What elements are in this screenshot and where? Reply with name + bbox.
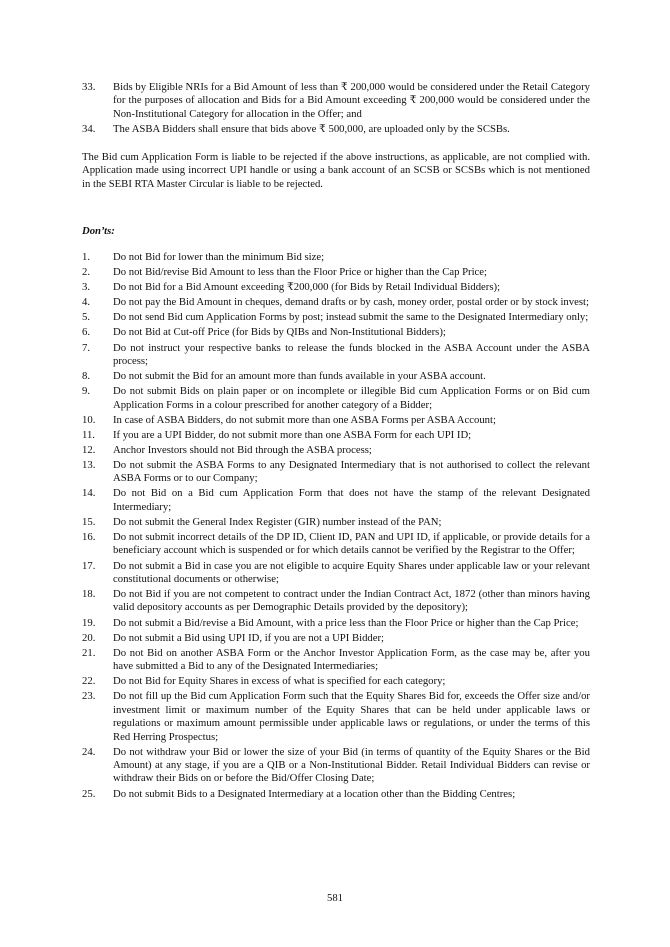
- item-text: Do not Bid/revise Bid Amount to less than the Floor Price or higher than the Cap Price;: [113, 266, 488, 279]
- list-item: [82, 266, 590, 279]
- item-text: Do not withdraw your Bid or lower the size of your Bid (in terms of quantity of the Equity Shares or the Bid Amount) at any stage, if you are a QIB or a Non-Institutional Bidder. Retail Individual Bidders can revise or withdraw their Bids on or before the Bid/Offer Closing Date;: [113, 745, 590, 785]
- item-number: 19.: [82, 616, 96, 629]
- list-item: [82, 414, 590, 427]
- item-number: 21.: [82, 646, 96, 659]
- list-item: [82, 311, 590, 324]
- item-text: Do not submit the Bid for an amount more than funds available in your ASBA account.: [113, 370, 486, 383]
- item-number: 20.: [82, 631, 96, 644]
- list-item: [82, 429, 590, 442]
- list-item: [82, 81, 590, 121]
- item-text: Do not pay the Bid Amount in cheques, demand drafts or by cash, money order, postal order or by stock invest;: [113, 296, 589, 309]
- list-item: [82, 385, 590, 412]
- item-text: Do not send Bid cum Application Forms by post; instead submit the same to the Designated Intermediary only;: [113, 311, 589, 324]
- list-item: [82, 487, 590, 514]
- item-number: 24.: [82, 745, 96, 758]
- list-item: [82, 444, 590, 457]
- item-text: Do not submit the ASBA Forms to any Designated Intermediary that is not authorised to collect the relevant ASBA Forms or to our Company;: [113, 458, 590, 485]
- item-text: If you are a UPI Bidder, do not submit more than one ASBA Form for each UPI ID;: [113, 428, 472, 441]
- item-text: The ASBA Bidders shall ensure that bids above ₹ 500,000, are uploaded only by the SCSBs.: [113, 122, 510, 135]
- item-number: 25.: [82, 787, 96, 800]
- item-number: 5.: [82, 311, 91, 324]
- item-text: Do not submit Bids to a Designated Intermediary at a location other than the Bidding Centres;: [113, 787, 516, 800]
- list-item: [82, 459, 590, 486]
- list-item: [82, 617, 590, 630]
- item-text: Do not Bid on a Bid cum Application Form that does not have the stamp of the relevant Designated Intermediary;: [113, 487, 590, 513]
- item-number: 17.: [82, 559, 96, 572]
- item-number: 33.: [82, 81, 96, 93]
- item-number: 15.: [82, 515, 96, 528]
- item-text: Do not Bid for Equity Shares in excess of what is specified for each category;: [113, 675, 446, 688]
- list-item: [82, 588, 590, 615]
- item-number: 22.: [82, 675, 96, 688]
- item-number: 1.: [82, 251, 91, 263]
- item-text: Do not Bid if you are not competent to contract under the Indian Contract Act, 1872 (other than minors having valid depository accounts as per Demographic Details provided by the depository);: [113, 588, 590, 614]
- list-item: [82, 632, 590, 645]
- list-item: [82, 342, 590, 369]
- list-item: [82, 531, 590, 558]
- item-text: Do not Bid for a Bid Amount exceeding ₹200,000 (for Bids by Retail Individual Bidders);: [113, 281, 501, 294]
- item-text: Do not instruct your respective banks to release the funds blocked in the ASBA Account under the ASBA process;: [113, 341, 590, 367]
- item-number: 7.: [82, 341, 91, 354]
- list-item: [82, 675, 590, 688]
- item-number: 23.: [82, 690, 96, 703]
- item-number: 34.: [82, 122, 96, 135]
- item-number: 4.: [82, 296, 91, 309]
- item-text: Do not submit Bids on plain paper or on incomplete or illegible Bid cum Application Forms or on Bid cum Application Forms in a colour prescribed for another category of a Bidder;: [113, 385, 590, 411]
- item-number: 18.: [82, 588, 96, 601]
- item-text: Do not Bid for lower than the minimum Bid size;: [113, 251, 325, 263]
- item-text: Do not submit a Bid using UPI ID, if you are not a UPI Bidder;: [113, 631, 385, 644]
- list-item: [82, 690, 590, 744]
- rejection-paragraph: The Bid cum Application Form is liable to be rejected if the above instructions, as applicable, are not complied with. Application made using incorrect UPI handle or using a bank account of an SCSB or SCSBs which is not mentioned in the SEBI RTA Master Circular is liable to be rejected.: [82, 151, 590, 190]
- instruction-list-continued: [82, 81, 590, 138]
- item-text: Do not Bid at Cut-off Price (for Bids by QIBs and Non-Institutional Bidders);: [113, 326, 446, 339]
- item-number: 12.: [82, 443, 96, 456]
- item-text: Do not Bid on another ASBA Form or the Anchor Investor Application Form, as the case may be, after you have submitted a Bid to any of the Designated Intermediaries;: [113, 646, 590, 673]
- item-text: Do not submit the General Index Register (GIR) number instead of the PAN;: [113, 515, 442, 528]
- item-number: 8.: [82, 370, 91, 383]
- item-text: Anchor Investors should not Bid through the ASBA process;: [113, 443, 372, 456]
- item-number: 10.: [82, 413, 96, 426]
- item-text: Do not fill up the Bid cum Application Form such that the Equity Shares Bid for, exceeds the Offer size and/or investment limit or maximum number of the Equity Shares that can be held under applicable laws or regulations or maximum amount permissible under applicable laws or regulations, or under the terms of this Red Herring Prospectus;: [113, 690, 590, 743]
- list-item: [82, 560, 590, 587]
- list-item: [82, 123, 590, 136]
- item-number: 16.: [82, 531, 96, 544]
- item-text: Do not submit incorrect details of the DP ID, Client ID, PAN and UPI ID, if applicable, or provide details for a beneficiary account which is suspended or for which details cannot be verified by the Registrar to the Offer;: [113, 531, 590, 557]
- list-item: [82, 281, 590, 294]
- item-number: 9.: [82, 385, 91, 398]
- item-text: Do not submit a Bid/revise a Bid Amount, with a price less than the Floor Price or higher than the Cap Price;: [113, 616, 579, 629]
- list-item: [82, 516, 590, 529]
- list-item: [82, 370, 590, 383]
- item-text: In case of ASBA Bidders, do not submit more than one ASBA Forms per ASBA Account;: [113, 413, 496, 426]
- list-item: [82, 647, 590, 674]
- list-item: [82, 746, 590, 786]
- item-number: 2.: [82, 266, 91, 279]
- page-number: 581: [326, 892, 344, 904]
- list-item: [82, 296, 590, 309]
- item-number: 3.: [82, 281, 91, 294]
- item-text: Do not submit a Bid in case you are not eligible to acquire Equity Shares under applicable law or your relevant constitutional documents or otherwise;: [113, 559, 590, 585]
- item-number: 14.: [82, 487, 96, 500]
- list-item: [82, 251, 590, 264]
- item-number: 6.: [82, 326, 91, 339]
- donts-list: [82, 251, 590, 803]
- list-item: [82, 326, 590, 339]
- donts-heading: Don’ts:: [82, 225, 115, 237]
- list-item: [82, 788, 590, 801]
- item-number: 13.: [82, 458, 96, 471]
- item-number: 11.: [82, 428, 95, 441]
- item-text: Bids by Eligible NRIs for a Bid Amount of less than ₹ 200,000 would be considered under the Retail Category for the purposes of allocation and Bids for a Bid Amount exceeding ₹ 200,000 would be considered under the Non-Institutional Category for allocation in the Offer; and: [113, 81, 590, 120]
